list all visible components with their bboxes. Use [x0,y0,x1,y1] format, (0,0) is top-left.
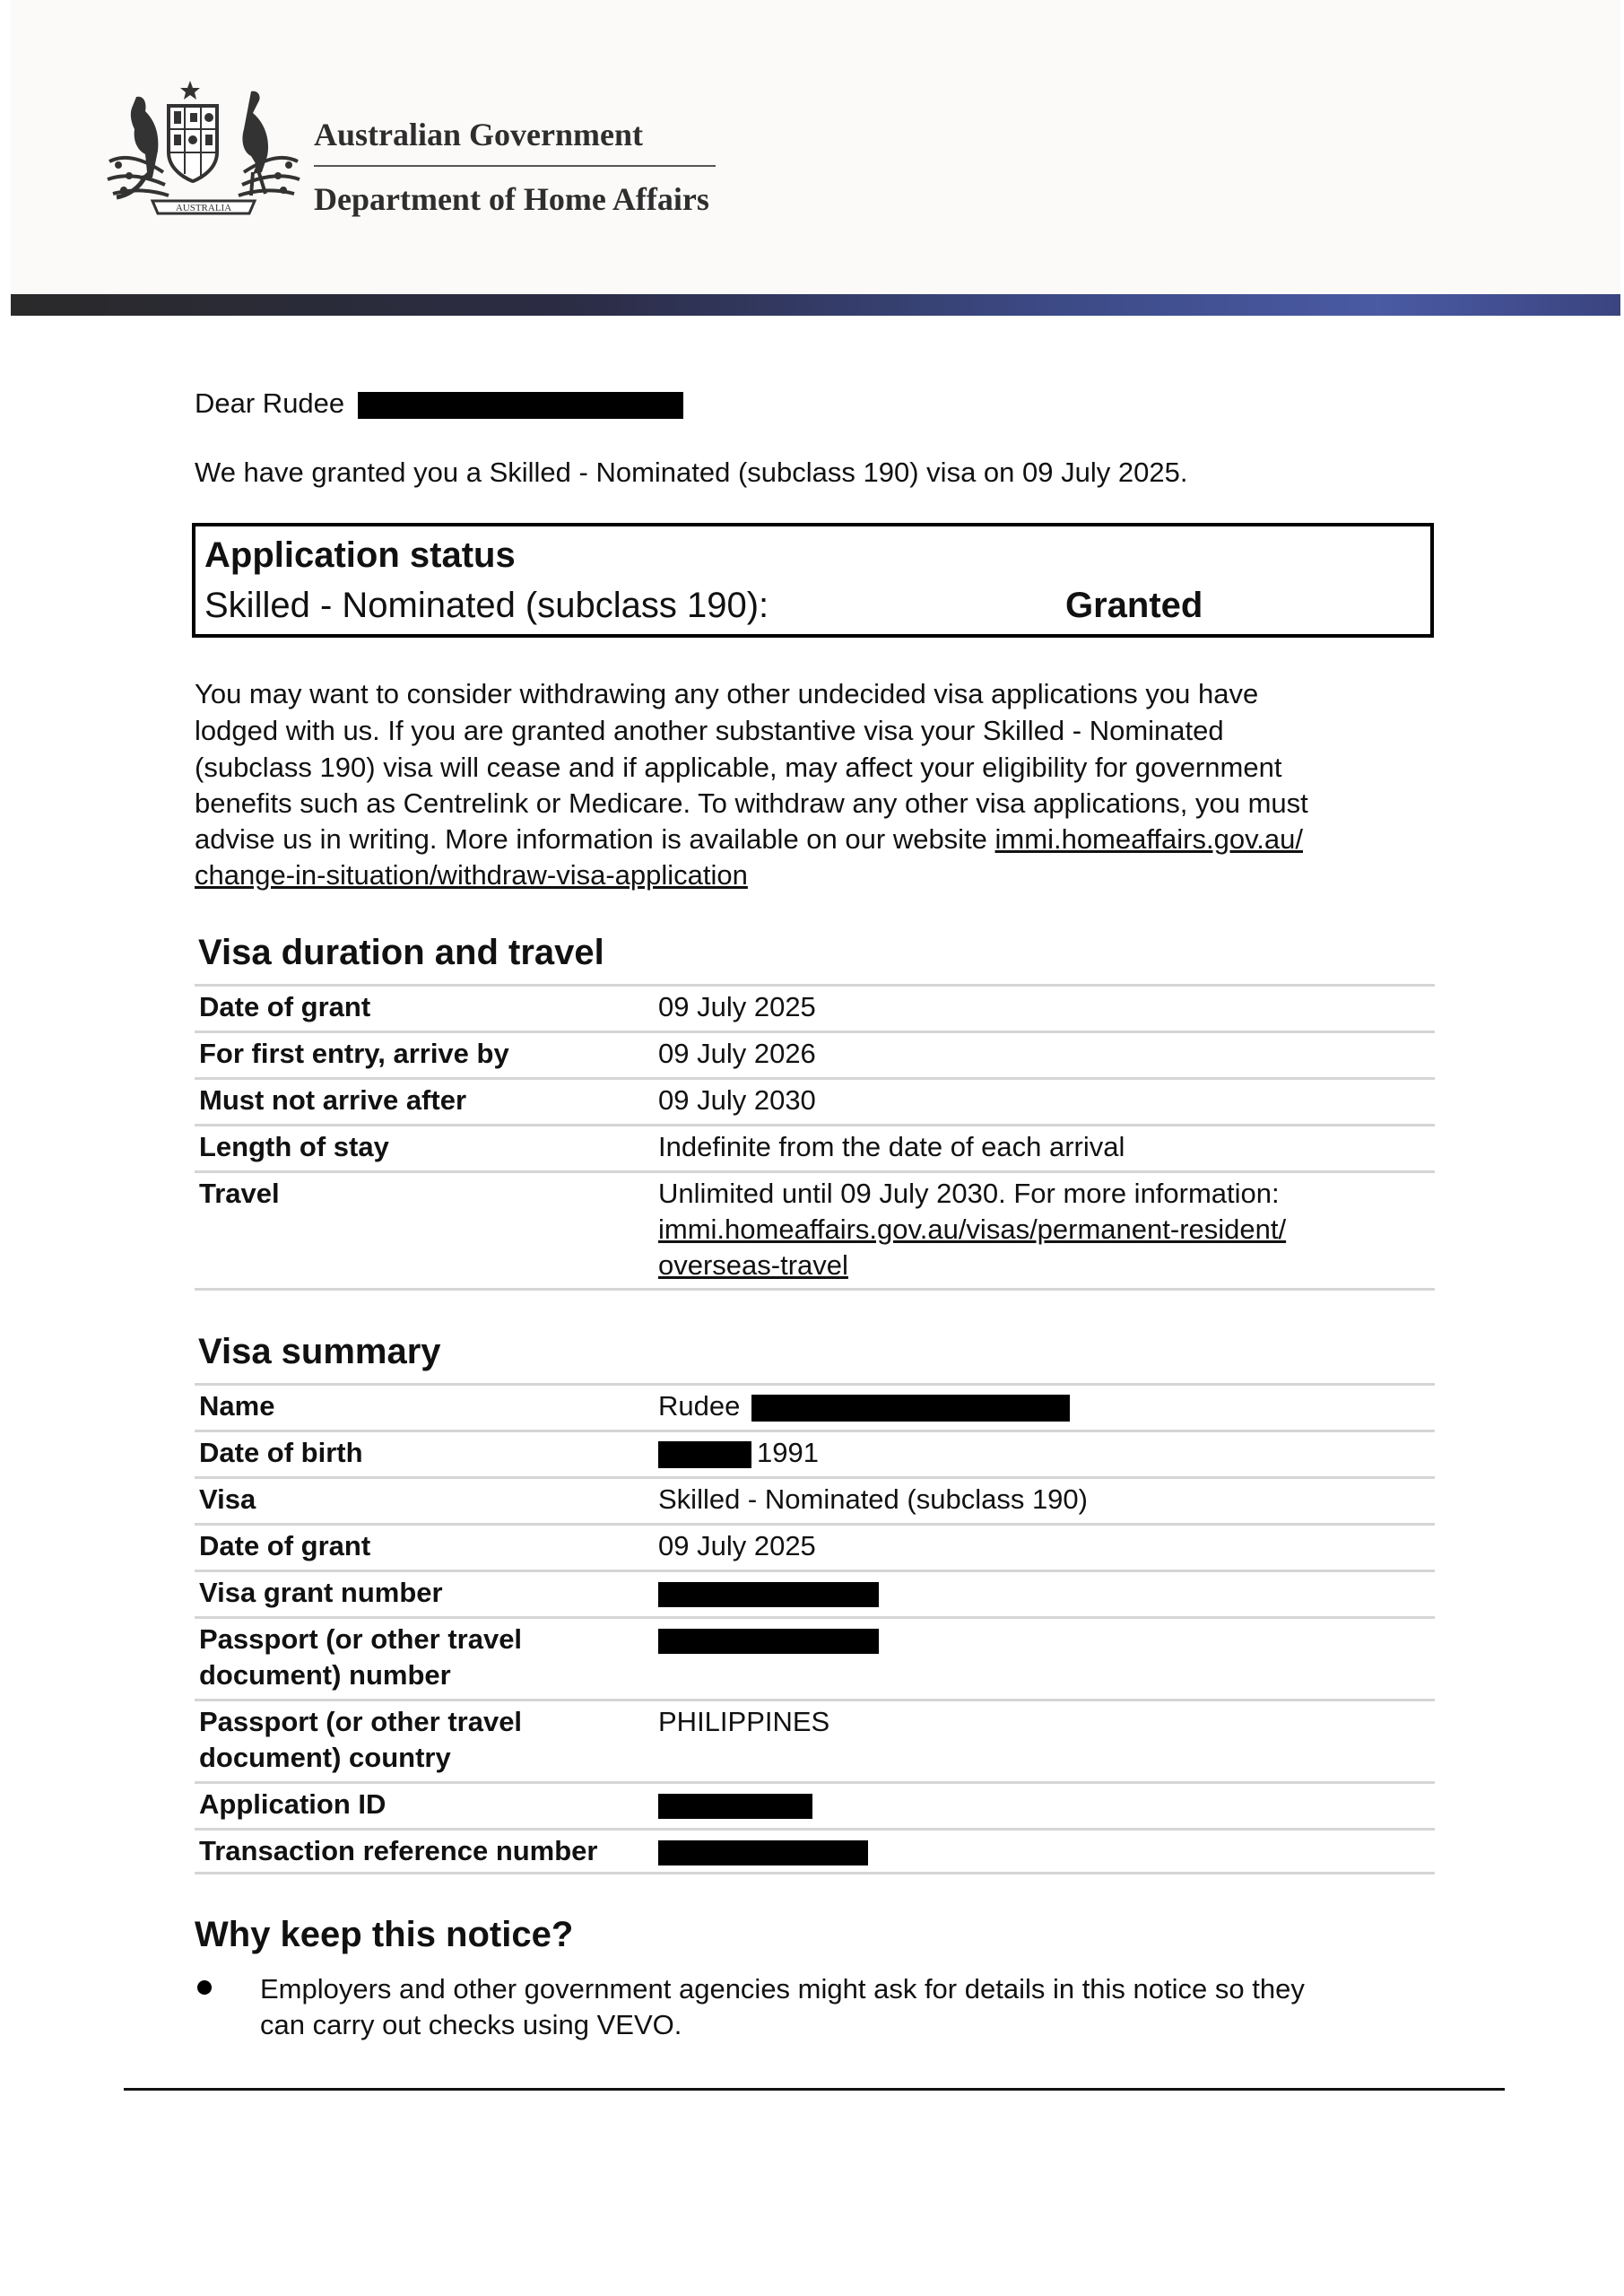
table-row-travel [195,1170,1435,1291]
withdraw-line-3: (subclass 190) visa will cease and if applicable, may affect your eligibility for government [195,752,1282,783]
salutation [195,386,683,422]
table-row [195,1523,1435,1570]
row-label: Visa grant number [199,1577,443,1608]
department-name: Department of Home Affairs [314,181,709,217]
table-row [195,1699,1435,1781]
row-label: Transaction reference number [199,1835,598,1866]
footer-divider [124,2088,1505,2091]
agency-divider [314,165,716,167]
row-label: Application ID [199,1788,386,1820]
duration-heading: Visa duration and travel [198,933,604,972]
table-row [195,1031,1435,1077]
salutation-text: Dear Rudee [195,387,345,419]
coat-of-arms-icon [100,79,307,222]
row-value: 09 July 2026 [658,1038,816,1069]
row-label: Date of grant [199,991,371,1022]
row-value [658,1435,819,1471]
table-row [195,1570,1435,1616]
why-heading: Why keep this notice? [195,1915,574,1954]
row-label: Date of birth [199,1437,363,1468]
row-label-line: document) country [199,1742,451,1773]
row-label: Travel [199,1178,280,1209]
redacted-surname [358,392,683,419]
row-value [658,1575,879,1611]
summary-heading: Visa summary [198,1332,441,1371]
row-value [658,1787,812,1822]
row-value: 09 July 2025 [658,991,816,1022]
withdraw-line-1: You may want to consider withdrawing any other undecided visa applications you have [195,678,1259,709]
redacted-birth-day-month [658,1441,751,1468]
table-row [195,1828,1435,1874]
withdraw-line-5 [195,822,1303,857]
table-row [195,984,1435,1031]
table-row [195,1616,1435,1699]
row-label: Must not arrive after [199,1084,467,1116]
row-label-line: Passport (or other travel [199,1623,523,1655]
row-label [199,1704,522,1776]
travel-link-part2[interactable]: overseas-travel [658,1249,848,1281]
government-name: Australian Government [314,117,643,152]
row-value [658,1388,1070,1424]
travel-value: Unlimited until 09 July 2030. For more information: [658,1178,1280,1209]
summary-table [195,1383,1435,1874]
redacted-surname [751,1395,1070,1422]
withdraw-link-part1[interactable]: immi.homeaffairs.gov.au/ [994,823,1303,855]
table-row [195,1476,1435,1523]
status-value: Granted [1065,586,1203,625]
redacted-application-id [658,1794,812,1819]
bullet-icon [197,1980,212,1995]
withdraw-link-part2[interactable]: change-in-situation/withdraw-visa-application [195,859,748,891]
table-row [195,1781,1435,1828]
row-label: Length of stay [199,1131,389,1162]
status-visa: Skilled - Nominated (subclass 190): [204,586,769,625]
row-label: For first entry, arrive by [199,1038,509,1069]
row-label-line: Passport (or other travel [199,1706,523,1737]
row-value: PHILIPPINES [658,1706,830,1737]
table-row [195,1124,1435,1170]
row-label: Date of grant [199,1530,371,1561]
table-row [195,1430,1435,1476]
row-label [199,1622,522,1693]
duration-table [195,984,1435,1291]
row-value: 09 July 2025 [658,1530,816,1561]
row-value: 09 July 2030 [658,1084,816,1116]
name-value: Rudee [658,1390,741,1422]
row-value [658,1833,868,1869]
row-label: Name [199,1390,275,1422]
row-label: Visa [199,1483,256,1515]
table-row [195,1077,1435,1124]
dob-year: 1991 [757,1437,819,1468]
header-band [11,294,1620,316]
crest-scroll-text: AUSTRALIA [175,203,232,213]
travel-link-part1[interactable]: immi.homeaffairs.gov.au/visas/permanent-resident/ [658,1213,1287,1245]
redacted-passport-number [658,1629,879,1654]
row-label-line: document) number [199,1659,451,1691]
withdraw-line-4: benefits such as Centrelink or Medicare. To withdraw any other visa applications, you must [195,787,1308,819]
withdraw-line-5-text: advise us in writing. More information is available on our website [195,823,995,855]
grant-sentence: We have granted you a Skilled - Nominated (subclass 190) visa on 09 July 2025. [195,457,1188,488]
row-value: Skilled - Nominated (subclass 190) [658,1483,1088,1515]
table-row [195,1383,1435,1430]
why-bullet-line-2: can carry out checks using VEVO. [260,2009,682,2040]
application-status-box [192,523,1434,638]
row-value [658,1622,879,1657]
why-bullet-line-1: Employers and other government agencies might ask for details in this notice so they [260,1973,1305,2005]
redacted-grant-number [658,1582,879,1607]
withdraw-line-2: lodged with us. If you are granted another substantive visa your Skilled - Nominated [195,715,1224,746]
agency-name [314,117,716,217]
redacted-transaction-reference [658,1840,868,1866]
status-title: Application status [204,535,516,575]
letterhead [11,0,1620,296]
row-value: Indefinite from the date of each arrival [658,1131,1125,1162]
